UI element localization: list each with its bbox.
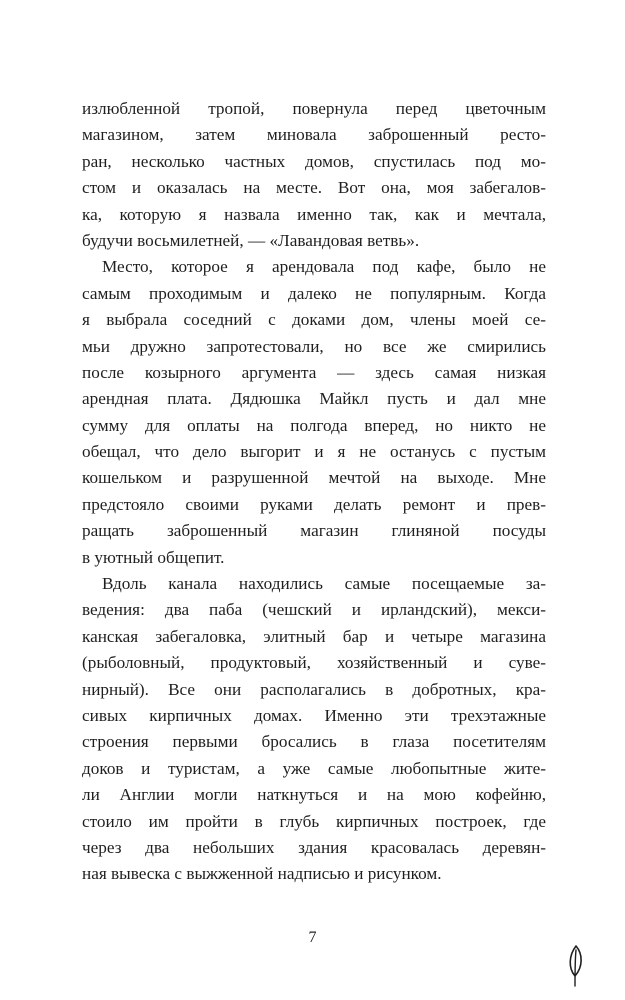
leaf-icon <box>566 942 586 988</box>
text-line: будучи восьмилетней, — «Лавандовая ветвь». <box>82 230 420 250</box>
text-line: арендная плата. Дядюшка Майкл пусть и дал мне <box>82 389 546 409</box>
text-line: ка, которую я назвала именно так, как и мечтала, <box>82 204 546 224</box>
page-number: 7 <box>308 929 317 946</box>
text-line: магазином, затем миновала заброшенный ресто- <box>82 125 546 145</box>
text-line: в уютный общепит. <box>82 547 225 567</box>
text-line: ращать заброшенный магазин глиняной посуды <box>82 521 546 541</box>
text-line: кошельком и разрушенной мечтой на выходе. Мне <box>82 468 546 488</box>
text-line: стоило им пройти в глубь кирпичных построек, где <box>82 811 546 831</box>
text-line: обещал, что дело выгорит и я не останусь с пустым <box>82 442 546 462</box>
paragraph <box>82 254 546 571</box>
paragraph <box>82 96 546 254</box>
text-line: Вдоль канала находились самые посещаемые за- <box>102 574 546 594</box>
text-line: ная вывеска с выжженной надписью и рисунком. <box>82 864 442 884</box>
text-line: сивых кирпичных домах. Именно эти трехэтажные <box>82 705 546 725</box>
text-line: излюбленной тропой, повернула перед цветочным <box>82 99 546 118</box>
text-line: самым проходимым и далеко не популярным. Когда <box>82 283 546 303</box>
text-line: ведения: два паба (чешский и ирландский), мекси- <box>82 600 546 620</box>
text-line: Место, которое я арендовала под кафе, было не <box>102 257 546 277</box>
text-line: после козырного аргумента — здесь самая низкая <box>82 362 546 382</box>
text-line: я выбрала соседний с доками дом, члены моей се- <box>82 310 546 330</box>
text-line: мьи дружно запротестовали, но все же смирились <box>82 336 546 356</box>
text-line: сумму для оплаты на полгода вперед, но никто не <box>82 415 546 435</box>
text-line: (рыболовный, продуктовый, хозяйственный и суве- <box>82 653 546 673</box>
text-line: нирный). Все они располагались в добротных, кра- <box>82 679 546 699</box>
body-text <box>82 96 546 888</box>
text-line: через два небольших здания красовалась деревян- <box>82 837 546 857</box>
paragraph <box>82 571 546 888</box>
text-line: стом и оказалась на месте. Вот она, моя забегалов- <box>82 178 546 198</box>
text-line: предстояло своими руками делать ремонт и прев- <box>82 494 546 514</box>
text-line: доков и туристам, а уже самые любопытные жите- <box>82 758 546 778</box>
text-line: ли Англии могли наткнуться и на мою кофейню, <box>82 785 546 805</box>
text-line: строения первыми бросались в глаза посетителям <box>82 732 546 752</box>
text-line: канская забегаловка, элитный бар и четыре магазина <box>82 626 546 646</box>
text-line: ран, несколько частных домов, спустилась под мо- <box>82 151 546 171</box>
